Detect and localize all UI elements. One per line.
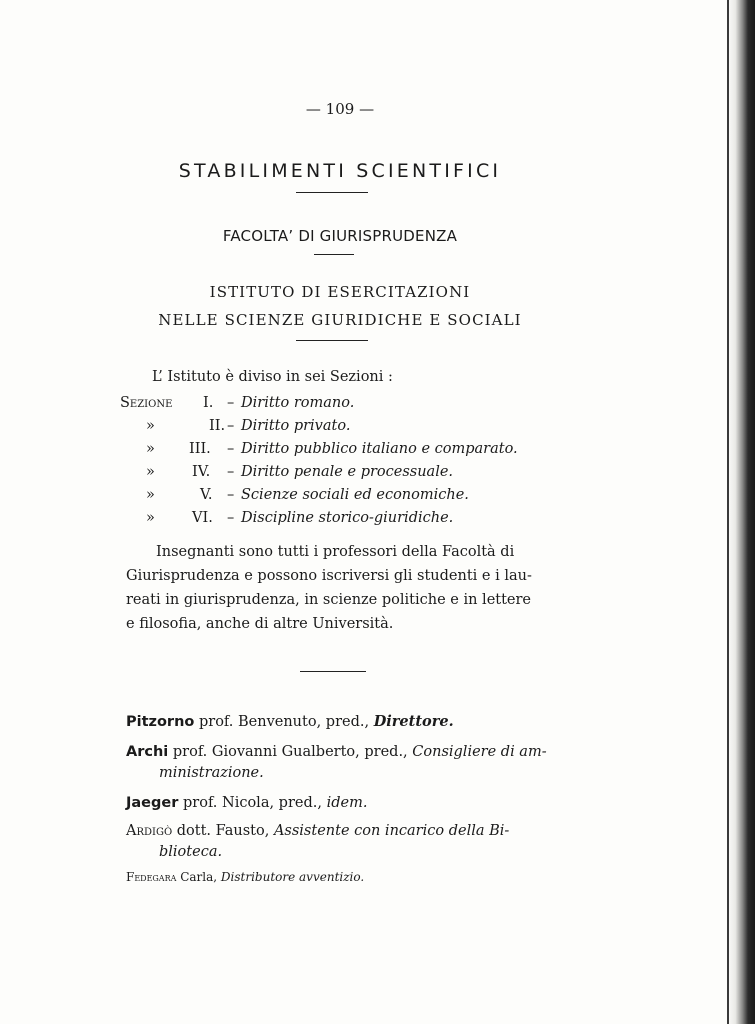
staff-details: Carla,: [176, 870, 221, 884]
paragraph-line: e filosofia, anche di altre Università.: [126, 616, 394, 632]
staff-surname: Pitzorno: [126, 714, 195, 730]
section-prefix: »: [146, 441, 155, 457]
staff-role: idem.: [326, 795, 368, 811]
main-title: STABILIMENTI SCIENTIFICI: [178, 160, 502, 182]
section-row: [0, 487, 680, 509]
section-prefix: »: [146, 464, 155, 480]
staff-role: Distributore avventizio.: [220, 870, 365, 884]
book-spine-shadow: [727, 0, 755, 1024]
staff-entry: [126, 713, 454, 730]
section-row: [0, 441, 680, 463]
institute-title-line1: ISTITUTO DI ESERCITAZIONI: [209, 283, 471, 301]
section-name: Diritto pubblico italiano e comparato.: [241, 441, 518, 457]
section-numeral: VI.: [192, 510, 213, 526]
section-dash: –: [227, 441, 235, 457]
description-paragraph: [126, 540, 556, 636]
paragraph-line: Giurisprudenza e possono iscriversi gli studenti e i lau-: [126, 568, 532, 584]
staff-role: Assistente con incarico della Bi-: [273, 823, 510, 839]
staff-entry: [126, 744, 547, 760]
section-dash: –: [227, 510, 235, 526]
section-row: [0, 418, 680, 440]
section-row: [0, 464, 680, 486]
staff-role: Consigliere di am-: [412, 744, 547, 760]
paragraph-line: Insegnanti sono tutti i professori della Facoltà di: [156, 544, 515, 560]
staff-surname: Jaeger: [126, 795, 179, 811]
section-prefix: Sezione: [120, 395, 173, 411]
section-prefix: »: [146, 418, 155, 434]
section-dash: –: [227, 487, 235, 503]
paragraph-line: reati in giurisprudenza, in scienze politiche e in lettere: [126, 592, 532, 608]
staff-details: prof. Benvenuto, pred.,: [194, 714, 374, 730]
section-prefix: »: [146, 510, 155, 526]
institute-divider: [296, 340, 368, 341]
section-numeral: I.: [203, 395, 214, 411]
section-name: Diritto privato.: [241, 418, 351, 434]
section-divider: [300, 671, 366, 672]
section-name: Scienze sociali ed economiche.: [241, 487, 469, 503]
staff-role-continued: blioteca.: [159, 844, 223, 860]
page-number: — 109 —: [305, 100, 375, 118]
section-row: [0, 395, 680, 417]
section-name: Discipline storico-giuridiche.: [241, 510, 454, 526]
staff-surname: Ardigò: [126, 823, 173, 839]
staff-details: dott. Fausto,: [172, 823, 274, 839]
staff-role-continued: ministrazione.: [159, 765, 264, 781]
section-name: Diritto penale e processuale.: [241, 464, 454, 480]
section-numeral: III.: [189, 441, 211, 457]
institute-title-line2: NELLE SCIENZE GIURIDICHE E SOCIALI: [158, 311, 522, 329]
page-edge-line: [727, 0, 729, 1024]
staff-surname: Archi: [126, 744, 169, 760]
staff-details: prof. Giovanni Gualberto, pred.,: [168, 744, 413, 760]
section-numeral: V.: [200, 487, 213, 503]
faculty-divider: [314, 254, 354, 255]
intro-text: L’ Istituto è diviso in sei Sezioni :: [152, 369, 393, 385]
staff-entry: [126, 870, 364, 884]
section-dash: –: [227, 464, 235, 480]
section-name: Diritto romano.: [241, 395, 355, 411]
section-numeral: II.: [209, 418, 226, 434]
staff-entry: [126, 795, 367, 811]
faculty-title: FACOLTA’ DI GIURISPRUDENZA: [222, 227, 458, 245]
section-dash: –: [227, 418, 235, 434]
staff-details: prof. Nicola, pred.,: [178, 795, 327, 811]
staff-entry: [126, 823, 509, 839]
section-dash: –: [227, 395, 235, 411]
staff-role: Direttore.: [373, 713, 454, 730]
staff-surname: Fedegara: [126, 870, 177, 884]
section-row: [0, 510, 680, 532]
section-numeral: IV.: [192, 464, 211, 480]
section-prefix: »: [146, 487, 155, 503]
title-divider: [296, 192, 368, 193]
